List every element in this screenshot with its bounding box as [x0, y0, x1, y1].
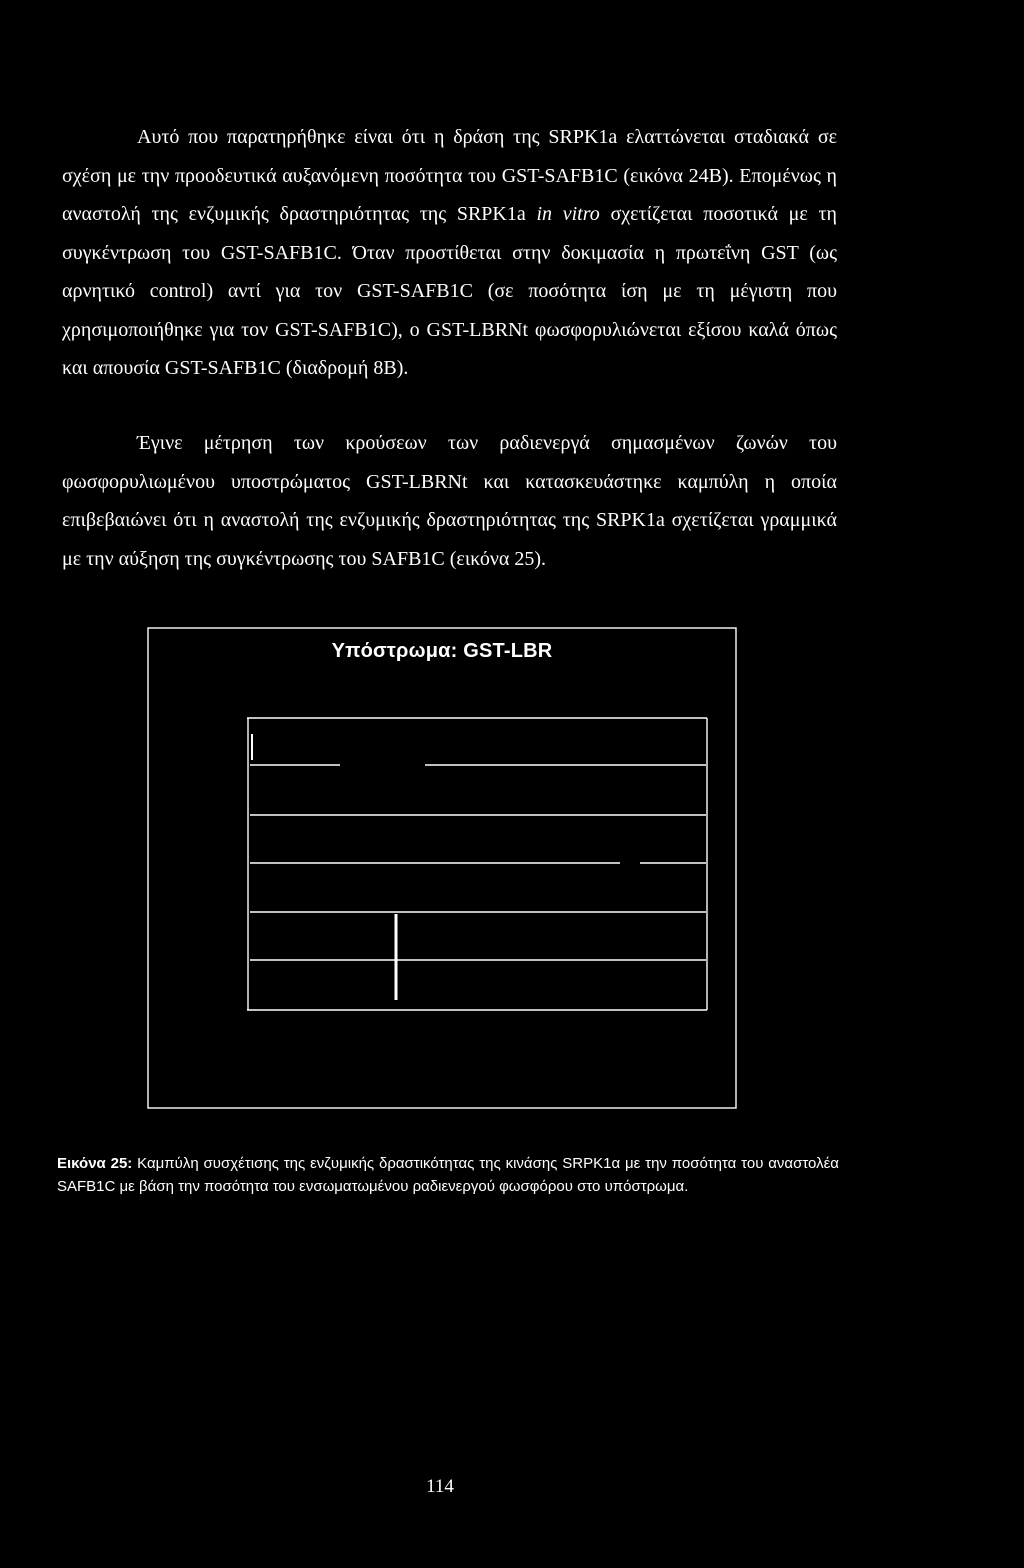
paragraph-1-text-start: Αυτό που παρατηρήθηκε είναι ότι η δράση της SRPK1a ελαττώνεται σταδιακά σε σχέση με την προοδευτικά αυξανόμενη ποσότητα του GST-SAFB1C (εικόνα 24B). Επομένως η αναστολή της ενζυμικής δραστηριότητας της SRPK1a — [62, 126, 837, 225]
paragraph-2: Έγινε μέτρηση των κρούσεων των ραδιενεργά σημασμένων ζωνών του φωσφορυλιωμένου υποστρώματος GST-LBRNt και κατασκευάστηκε καμπύλη η οποία επιβεβαιώνει ότι η αναστολή της ενζυμικής δραστηριότητας της SRPK1a σχετίζεται γραμμικά με την αύξηση της συγκέντρωσης του SAFB1C (εικόνα 25). — [62, 432, 837, 570]
figure-title: Υπόστρωμα: GST-LBR — [331, 640, 553, 662]
caption-text: Καμπύλη συσχέτισης της ενζυμικής δραστικότητας της κινάσης SRPK1α με την ποσότητα του αναστολέα SAFB1C με βάση την ποσότητα του ενσωματωμένου ραδιενεργού φωσφόρου στο υπόστρωμα. — [57, 1155, 839, 1195]
paragraph-1-text-end: σχετίζεται ποσοτικά με τη συγκέντρωση του GST-SAFB1C. Όταν προστίθεται στην δοκιμασία η πρωτεΐνη GST (ως αρνητικό control) αντί για τον GST-SAFB1C (σε ποσότητα ίση με τη μέγιστη που χρησιμοποιήθηκε για τον GST-SAFB1C), ο GST-LBRNt φωσφορυλιώνεται εξίσου καλά όπως και απουσία GST-SAFB1C (διαδρομή 8B). — [62, 203, 837, 379]
figure-caption — [57, 1152, 839, 1198]
paragraph-1-italic-term: in vitro — [536, 203, 600, 225]
page-number: 114 — [426, 1476, 454, 1497]
figure-frame — [148, 628, 736, 1108]
caption-label: Εικόνα 25: — [57, 1155, 133, 1172]
